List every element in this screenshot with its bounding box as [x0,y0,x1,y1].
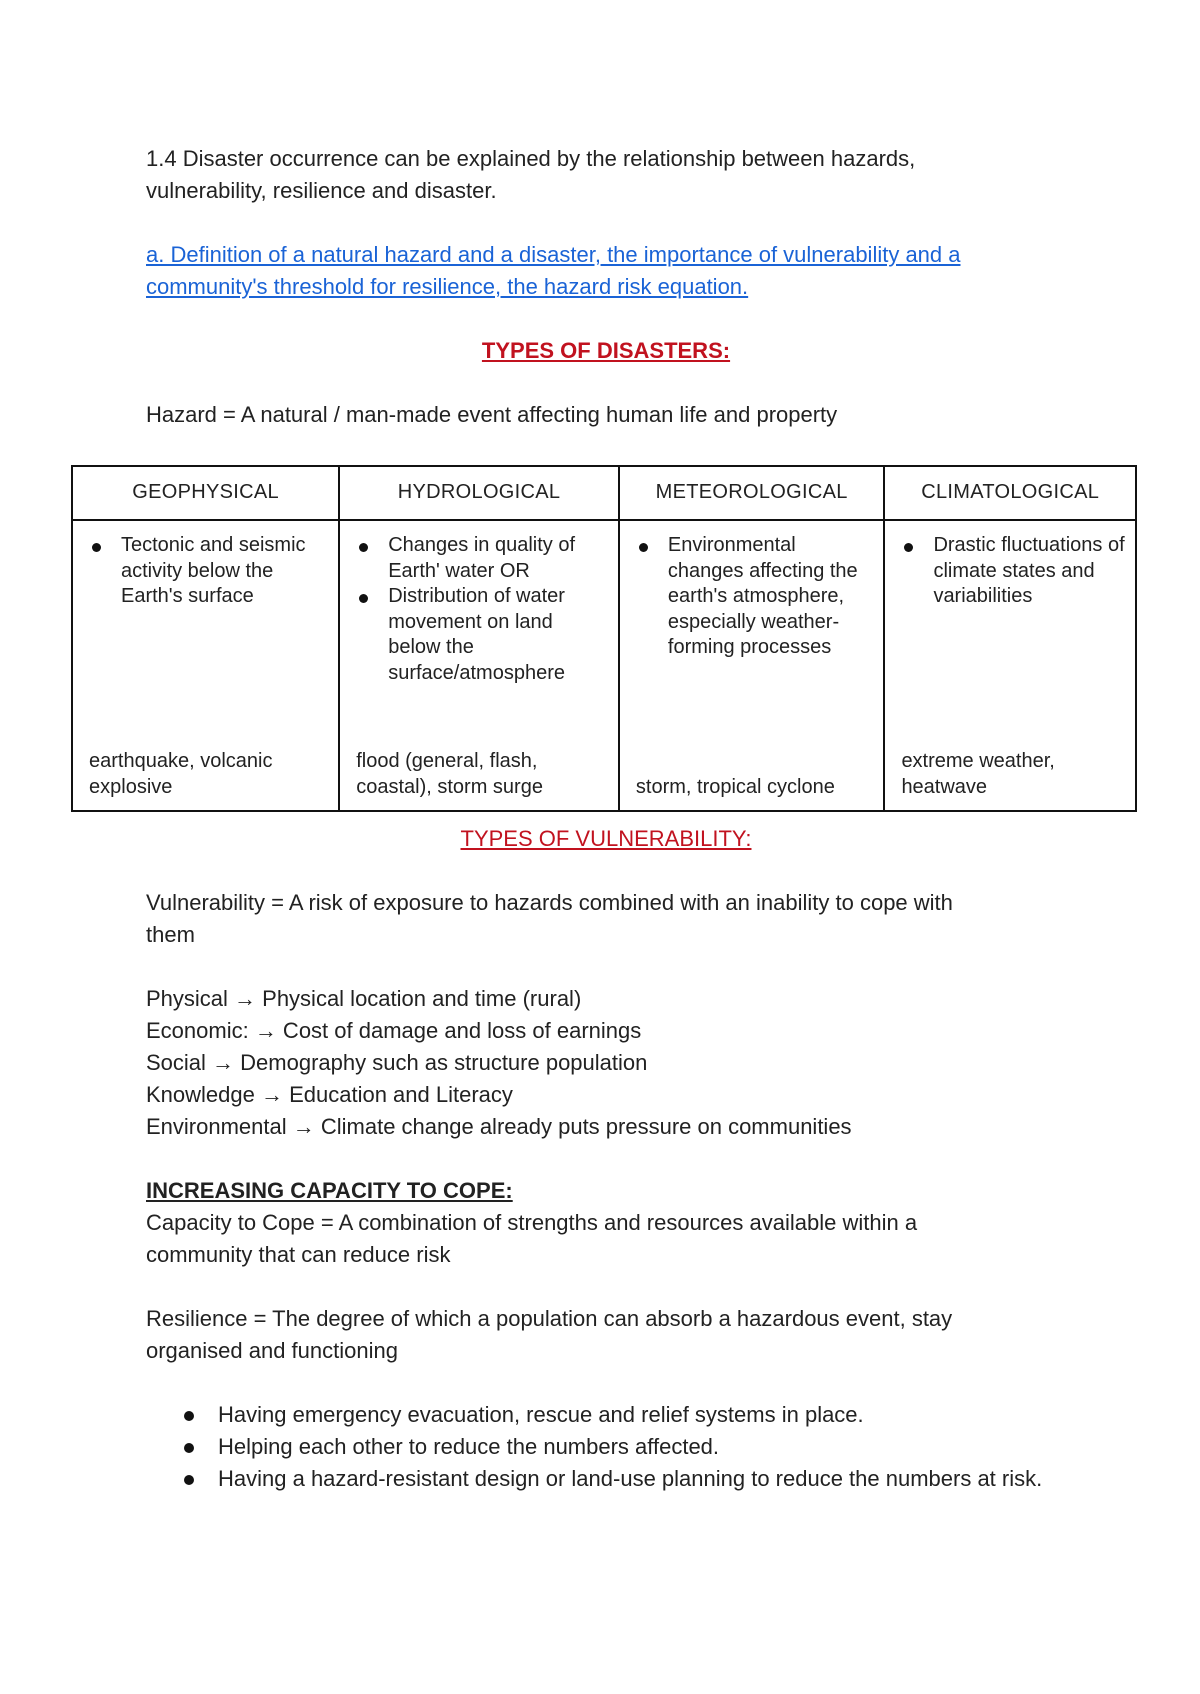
vulnerability-type-knowledge: Knowledge → Education and Literacy [146,1082,513,1107]
header-climatological: CLIMATOLOGICAL [884,466,1136,520]
hazard-definition: Hazard = A natural / man-made event affecting human life and property [146,402,838,427]
capacity-definition-line-1: Capacity to Cope = A combination of strengths and resources available within a [146,1210,918,1235]
table-header-row [72,466,1136,520]
resilience-bullet-list [146,1399,1066,1495]
meteorological-cell [619,520,885,811]
list-item: Having emergency evacuation, rescue and relief systems in place. [218,1399,1066,1431]
vulnerability-type-economic: Economic: → Cost of damage and loss of earnings [146,1018,642,1043]
list-item: Changes in quality of Earth' water OR [388,533,610,584]
vulnerability-type-environmental: Environmental → Climate change already puts pressure on communities [146,1114,852,1139]
capacity-definition-line-2: community that can reduce risk [146,1242,451,1267]
meteorological-bullet-list [628,533,876,661]
list-item: Distribution of water movement on land below the surface/atmosphere [388,584,610,686]
hydrological-cell [339,520,619,811]
resilience-definition-line-1: Resilience = The degree of which a population can absorb a hazardous event, stay [146,1306,953,1331]
geophysical-cell [72,520,339,811]
hydrological-examples: flood (general, flash, coastal), storm surge [356,750,543,798]
vulnerability-definition-line-2: them [146,922,195,947]
geophysical-examples: earthquake, volcanic explosive [89,750,273,798]
vulnerability-type-social: Social → Demography such as structure population [146,1050,648,1075]
intro-line-1: 1.4 Disaster occurrence can be explained by the relationship between hazards, [146,146,916,171]
list-item: Helping each other to reduce the numbers affected. [218,1431,1066,1463]
hydrological-bullet-list [348,533,610,686]
meteorological-examples: storm, tropical cyclone [635,775,835,798]
list-item: Drastic fluctuations of climate states and variabilities [933,533,1127,610]
geophysical-bullet-list [81,533,330,610]
types-of-disasters-heading: TYPES OF DISASTERS: [481,338,731,363]
document-lower-section [146,823,1066,1495]
capacity-to-cope-heading: INCREASING CAPACITY TO COPE: [146,1178,513,1203]
types-of-vulnerability-heading: TYPES OF VULNERABILITY: [460,826,752,851]
list-item: Environmental changes affecting the earth's atmosphere, especially weather-forming processes [668,533,876,661]
section-link-line-2[interactable]: community's threshold for resilience, the hazard risk equation. [146,274,749,299]
disaster-types-table [71,465,1137,812]
header-geophysical: GEOPHYSICAL [72,466,339,520]
climatological-bullet-list [893,533,1127,610]
climatological-examples: extreme weather, heatwave [901,750,1055,798]
intro-line-2: vulnerability, resilience and disaster. [146,178,497,203]
table-row [72,520,1136,811]
list-item: Having a hazard-resistant design or land-use planning to reduce the numbers at risk. [218,1463,1066,1495]
list-item: Tectonic and seismic activity below the Earth's surface [121,533,330,610]
vulnerability-type-physical: Physical → Physical location and time (rural) [146,986,582,1011]
header-meteorological: METEOROLOGICAL [619,466,885,520]
header-hydrological: HYDROLOGICAL [339,466,619,520]
vulnerability-definition-line-1: Vulnerability = A risk of exposure to hazards combined with an inability to cope with [146,890,953,915]
document-upper-section [146,143,1066,431]
resilience-definition-line-2: organised and functioning [146,1338,398,1363]
section-link-line-1[interactable]: a. Definition of a natural hazard and a disaster, the importance of vulnerability and a [146,242,961,267]
climatological-cell [884,520,1136,811]
